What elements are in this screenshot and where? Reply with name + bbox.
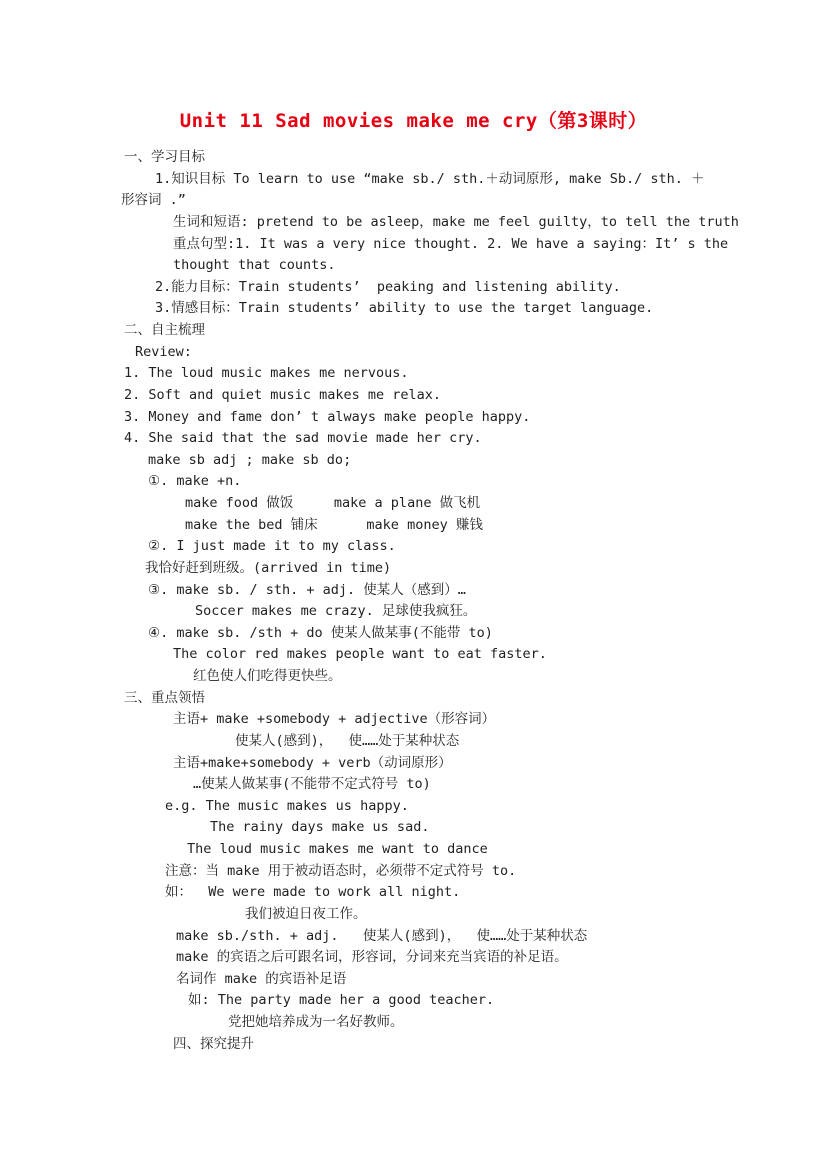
document-line: make food 做饭 make a plane 做飞机 (185, 495, 481, 511)
document-line: 生词和短语: pretend to be asleep，make me feel guilty，to tell the truth (173, 213, 739, 230)
document-line: 党把她培养成为一名好教师。 (228, 1014, 404, 1030)
document-line: 名词作 make 的宾语补足语 (176, 970, 347, 987)
document-line: 三、重点领悟 (124, 689, 205, 706)
document-line: ④. make sb. /sth + do 使某人做某事(不能带 to) (148, 624, 493, 641)
document-line: The rainy days make us sad. (210, 819, 430, 836)
document-title: Unit 11 Sad movies make me cry（第3课时） (179, 110, 648, 132)
document-line: 我恰好赶到班级。(arrived in time) (145, 559, 392, 576)
document-line: 四、探究提升 (173, 1035, 254, 1052)
document-line: ①. make +n. (148, 473, 242, 490)
document-line: 红色使人们吃得更快些。 (193, 668, 342, 684)
document-line: 如: The party made her a good teacher. (188, 992, 495, 1009)
document-line: make sb./sth. + adj. 使某人(感到)， 使……处于某种状态 (176, 927, 588, 944)
document-line: 3.情感目标：Train students’ ability to use the target language. (155, 300, 654, 317)
document-line: Review: (135, 343, 192, 360)
document-line: 注意：当 make 用于被动语态时，必须带不定式符号 to. (165, 862, 517, 879)
document-body (0, 147, 827, 1055)
document-line: 主语+ make +somebody + adjective（形容词） (173, 711, 496, 728)
document-line: 二、自主梳理 (124, 322, 205, 338)
document-line: make sb adj ; make sb do; (148, 451, 352, 468)
document-line: 2.能力目标：Train students’ peaking and listening ability. (155, 278, 621, 295)
document-line: ②. I just made it to my class. (148, 538, 396, 555)
document-line: 2. Soft and quiet music makes me relax. (124, 386, 441, 403)
document-line: e.g. The music makes us happy. (165, 797, 409, 814)
document-line: make the bed 铺床 make money 赚钱 (185, 516, 483, 533)
document-line: 4. She said that the sad movie made her cry. (124, 430, 482, 447)
document-line: thought that counts. (173, 257, 336, 274)
document-line: 3. Money and fame don’ t always make people happy. (124, 408, 531, 425)
document-line: ③. make sb. / sth. + adj. 使某人（感到）… (148, 581, 466, 598)
document-line: Soccer makes me crazy. 足球使我疯狂。 (195, 603, 477, 620)
document-line: …使某人做某事(不能带不定式符号 to) (193, 776, 431, 793)
document-line: 重点句型:1. It was a very nice thought. 2. We have a saying：It’ s the (173, 235, 729, 252)
document-line: The color red makes people want to eat faster. (173, 646, 547, 663)
document-line: The loud music makes me want to dance (187, 841, 488, 857)
document-line: 一、学习目标 (124, 149, 205, 165)
document-line: 1.知识目标 To learn to use “make sb./ sth.＋动词原形, make Sb./ sth. ＋ (155, 170, 705, 187)
document-line: 1. The loud music makes me nervous. (124, 365, 409, 382)
document-line: make 的宾语之后可跟名词，形容词，分词来充当宾语的补足语。 (176, 949, 568, 966)
document-line: 形容词 .” (121, 192, 186, 209)
document-line: 使某人(感到)， 使……处于某种状态 (235, 732, 460, 749)
document-line: 我们被迫日夜工作。 (245, 905, 367, 922)
document-line: 主语+make+somebody + verb（动词原形） (173, 754, 452, 771)
document-line: 如： We were made to work all night. (165, 884, 461, 901)
